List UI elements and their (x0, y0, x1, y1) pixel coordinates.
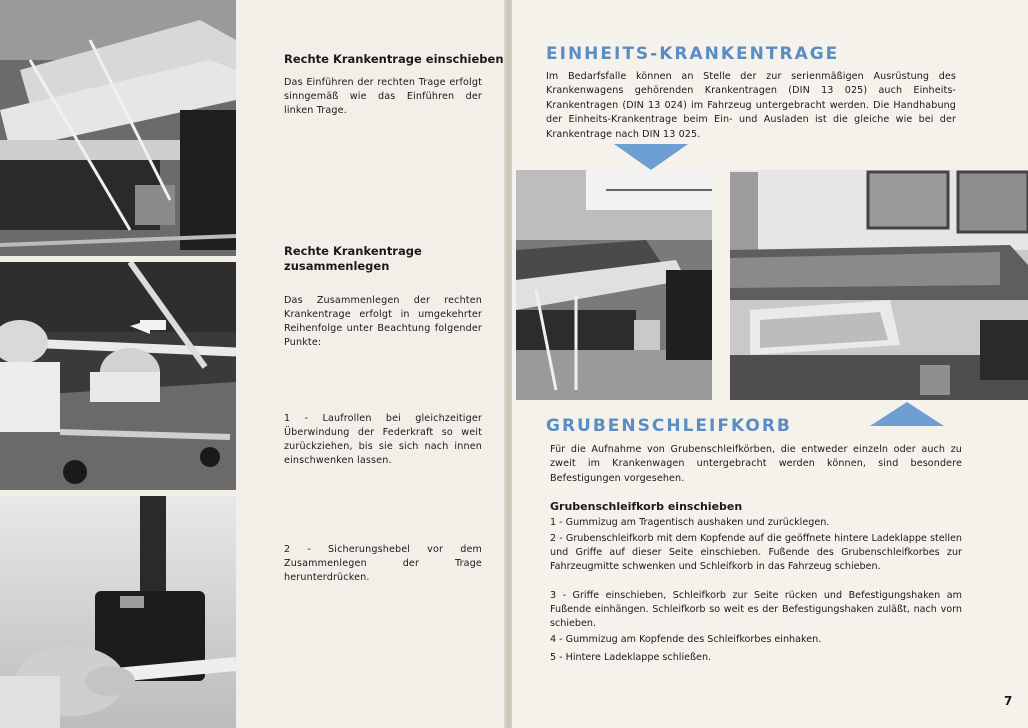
heading-right-stretcher-fold-line2: zusammenlegen (284, 259, 390, 273)
photo-rollers-retract (0, 262, 236, 490)
step-2-safety-lever: 2 - Sicherungshebel vor dem Zusammenlegen der Trage herunterdrücken. (284, 544, 482, 583)
heading-right-stretcher-insert: Rechte Krankentrage einschieben (284, 52, 504, 66)
photo-einheits-stretcher-vehicle (516, 170, 712, 400)
heading-right-stretcher-fold-line1: Rechte Krankentrage (284, 244, 422, 258)
right-page (512, 0, 1028, 728)
left-page (0, 0, 508, 728)
arrow-down-icon (614, 144, 688, 170)
page-number: 7 (1004, 694, 1013, 708)
list-item: 5 - Hintere Ladeklappe schließen. (550, 652, 712, 663)
title-einheits-krankentrage: EINHEITS-KRANKENTRAGE (546, 44, 840, 64)
list-item: 2 - Grubenschleifkorb mit dem Kopfende auf die geöffnete hintere Ladeklappe stellen und Griffe auf dieser Seite einschieben. Fußende des Grubenschleifkorbes zur Fahrzeugmitte schwenken und Schleifkorb in das Fahrzeug schieben. (550, 533, 962, 573)
arrow-up-icon (870, 402, 944, 426)
list-item: 4 - Gummizug am Kopfende des Schleifkorbes einhaken. (550, 634, 822, 645)
paragraph-einheits-krankentrage: Im Bedarfsfalle können an Stelle der zur serienmäßigen Ausrüstung des Krankenwagens gehörenden Krankentragen (DIN 13 025) auch Einheits-Krankentragen (DIN 13 024) im Fahrzeug untergebracht werden. Die Handhabung der Einheits-Krankentrage beim Ein- und Ausladen ist die gleiche wie bei der Krankentrage nach DIN 13 025. (546, 71, 956, 140)
paragraph-right-stretcher-insert: Das Einführen der rechten Trage erfolgt sinngemäß wie das Einführen der linken Trage. (284, 77, 482, 116)
paragraph-grubenschleifkorb: Für die Aufnahme von Grubenschleifkörben, die entweder einzeln oder auch zu zweit im Krankenwagen untergebracht werden können, sind besondere Befestigungen vorgesehen. (550, 444, 962, 484)
photo-grubenschleifkorb-vehicle (730, 170, 1028, 400)
list-item: 3 - Griffe einschieben, Schleifkorb zur Seite rücken und Befestigungshaken am Fußende einhängen. Schleifkorb so weit es der Befestigungshaken zuläßt, nach vorn schieben. (550, 590, 962, 630)
paragraph-right-stretcher-fold: Das Zusammenlegen der rechten Krankentrage erfolgt in umgekehrter Reihenfolge unter Beachtung folgender Punkte: (284, 295, 482, 348)
photo-safety-lever (0, 496, 236, 728)
step-1-rollers: 1 - Laufrollen bei gleichzeitiger Überwindung der Federkraft so weit zurückziehen, bis sie sich nach innen einschwenken lassen. (284, 413, 482, 466)
title-grubenschleifkorb: GRUBENSCHLEIFKORB (546, 416, 792, 436)
list-item: 1 - Gummizug am Tragentisch aushaken und zurücklegen. (550, 517, 830, 528)
subheading-grubenschleifkorb-einschieben: Grubenschleifkorb einschieben (550, 500, 743, 513)
photo-stretcher-insertion (0, 0, 236, 256)
